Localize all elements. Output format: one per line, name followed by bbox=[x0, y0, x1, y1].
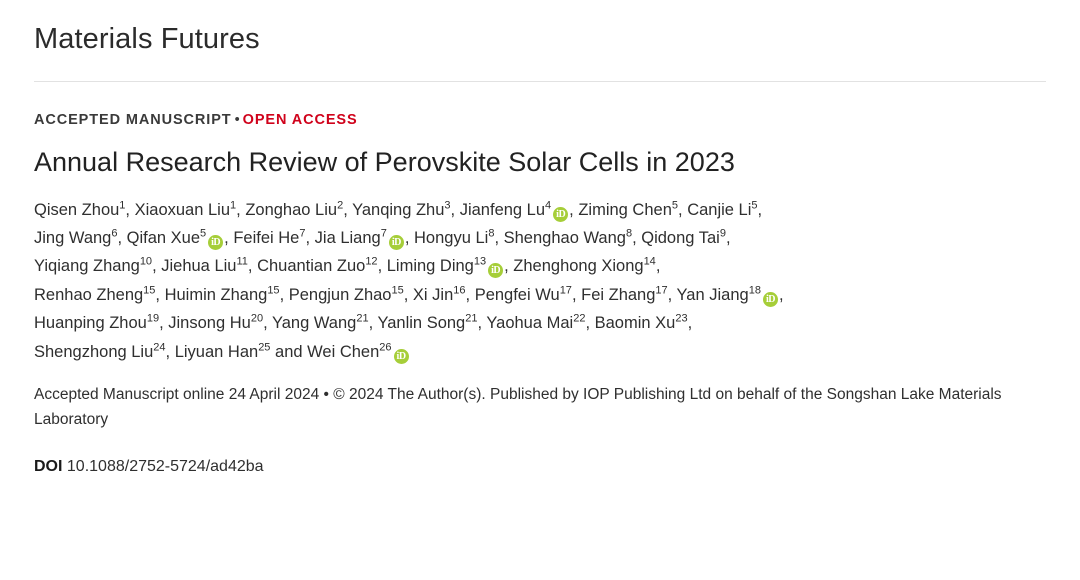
author-separator: , bbox=[632, 229, 642, 247]
author-separator: , bbox=[477, 314, 487, 333]
author-separator: , bbox=[155, 285, 165, 304]
status-badge-row bbox=[34, 112, 1046, 128]
author-name[interactable]: Jianfeng Lu bbox=[459, 200, 546, 219]
author-separator: , bbox=[165, 342, 175, 361]
author-name[interactable]: Yiqiang Zhang bbox=[34, 257, 140, 276]
author-name[interactable]: Huimin Zhang bbox=[164, 285, 268, 304]
author-line bbox=[34, 281, 1034, 309]
author-name[interactable]: Yanlin Song bbox=[377, 314, 466, 333]
author-separator: , bbox=[236, 200, 246, 219]
author-affiliation-marker: 21 bbox=[465, 312, 478, 325]
author-separator: , bbox=[263, 314, 272, 333]
author-affiliation-marker: 5 bbox=[671, 199, 679, 212]
author-separator: , bbox=[778, 285, 784, 304]
orcid-icon[interactable]: iD bbox=[394, 349, 409, 364]
doi-value[interactable]: 10.1088/2752-5724/ad42ba bbox=[66, 458, 264, 476]
author-separator: , bbox=[585, 314, 595, 333]
author-affiliation-marker: 8 bbox=[488, 227, 495, 240]
author-affiliation-marker: 17 bbox=[559, 284, 572, 297]
orcid-icon[interactable]: iD bbox=[763, 292, 778, 307]
author-name[interactable]: Huanping Zhou bbox=[34, 314, 147, 333]
author-list bbox=[34, 196, 1034, 366]
author-affiliation-marker: 9 bbox=[719, 227, 726, 240]
author-name[interactable]: Renhao Zheng bbox=[34, 285, 144, 304]
author-affiliation-marker: 8 bbox=[625, 227, 633, 240]
author-separator: , bbox=[117, 229, 127, 247]
author-affiliation-marker: 23 bbox=[675, 312, 688, 325]
author-separator: , bbox=[343, 200, 353, 219]
author-name[interactable]: Jinsong Hu bbox=[168, 314, 251, 333]
author-name[interactable]: Jia Liang bbox=[314, 229, 381, 247]
orcid-icon[interactable]: iD bbox=[488, 263, 503, 278]
author-name[interactable]: Yan Jiang bbox=[676, 285, 749, 304]
author-separator: , bbox=[404, 229, 415, 247]
author-separator: , bbox=[450, 200, 460, 219]
author-affiliation-marker: 7 bbox=[299, 227, 306, 240]
author-affiliation-marker: 12 bbox=[365, 255, 378, 268]
author-separator: , bbox=[159, 314, 169, 333]
author-affiliation-marker: 25 bbox=[258, 341, 271, 353]
author-name[interactable]: Liyuan Han bbox=[174, 342, 259, 361]
author-affiliation-marker: 19 bbox=[146, 312, 160, 325]
author-affiliation-marker: 2 bbox=[337, 199, 344, 212]
author-affiliation-marker: 4 bbox=[545, 199, 552, 212]
article-block bbox=[0, 82, 1080, 476]
author-name[interactable]: Liming Ding bbox=[386, 257, 474, 276]
author-name[interactable]: Pengfei Wu bbox=[474, 285, 560, 304]
author-name[interactable]: Yanqing Zhu bbox=[352, 200, 445, 219]
author-separator: , bbox=[152, 257, 162, 276]
author-name[interactable]: Shengzhong Liu bbox=[34, 342, 154, 361]
author-affiliation-marker: 7 bbox=[380, 227, 387, 240]
author-affiliation-marker: 26 bbox=[379, 341, 392, 353]
status-separator: • bbox=[234, 111, 240, 128]
author-affiliation-marker: 11 bbox=[236, 255, 248, 268]
author-separator: , bbox=[305, 229, 315, 247]
author-separator: , bbox=[667, 285, 677, 304]
author-affiliation-marker: 17 bbox=[655, 284, 668, 297]
author-affiliation-marker: 24 bbox=[153, 341, 166, 353]
author-affiliation-marker: 13 bbox=[473, 255, 487, 268]
doi-label: DOI bbox=[34, 458, 63, 476]
author-separator: , bbox=[655, 257, 661, 276]
author-name[interactable]: Yang Wang bbox=[271, 314, 357, 333]
author-name[interactable]: Shenghao Wang bbox=[503, 229, 626, 247]
accepted-manuscript-badge: ACCEPTED MANUSCRIPT bbox=[34, 111, 232, 128]
author-affiliation-marker: 10 bbox=[139, 255, 153, 268]
author-separator: , bbox=[687, 314, 693, 333]
author-affiliation-marker: 15 bbox=[143, 284, 156, 297]
journal-header bbox=[0, 0, 1080, 82]
author-separator: and bbox=[270, 342, 308, 361]
author-affiliation-marker: 14 bbox=[643, 255, 656, 268]
author-separator: , bbox=[247, 257, 258, 276]
author-name[interactable]: Qidong Tai bbox=[641, 229, 720, 247]
author-name[interactable]: Feifei He bbox=[233, 229, 300, 247]
author-separator: , bbox=[224, 229, 234, 247]
author-separator: , bbox=[465, 285, 475, 304]
author-affiliation-marker: 16 bbox=[453, 284, 466, 297]
author-separator: , bbox=[757, 200, 763, 219]
doi-line bbox=[34, 458, 1046, 476]
orcid-icon[interactable]: iD bbox=[208, 235, 223, 250]
author-separator: , bbox=[569, 200, 579, 219]
author-affiliation-marker: 20 bbox=[250, 312, 264, 325]
page-title[interactable]: Annual Research Review of Perovskite Solar Cells in 2023 bbox=[34, 146, 735, 177]
author-line bbox=[34, 338, 1034, 366]
open-access-badge: OPEN ACCESS bbox=[242, 111, 358, 128]
author-affiliation-marker: 1 bbox=[230, 199, 237, 212]
author-name[interactable]: Qisen Zhou bbox=[34, 200, 120, 219]
author-affiliation-marker: 15 bbox=[391, 284, 404, 297]
author-name[interactable]: Jing Wang bbox=[34, 229, 112, 247]
author-name[interactable]: Zonghao Liu bbox=[245, 200, 338, 219]
author-name[interactable]: Hongyu Li bbox=[414, 229, 489, 247]
author-name[interactable]: Baomin Xu bbox=[594, 314, 676, 333]
journal-title[interactable]: Materials Futures bbox=[34, 23, 260, 55]
author-affiliation-marker: 3 bbox=[444, 199, 451, 212]
author-line bbox=[34, 309, 1034, 337]
author-affiliation-marker: 5 bbox=[751, 199, 758, 212]
author-name[interactable]: Canjie Li bbox=[687, 200, 752, 219]
author-line bbox=[34, 196, 1034, 224]
orcid-icon[interactable]: iD bbox=[389, 235, 404, 250]
author-name[interactable]: Qifan Xue bbox=[126, 229, 201, 247]
author-separator: , bbox=[725, 229, 731, 247]
author-affiliation-marker: 1 bbox=[119, 199, 126, 212]
author-name[interactable]: Wei Chen bbox=[307, 342, 380, 361]
author-affiliation-marker: 5 bbox=[200, 227, 207, 240]
author-affiliation-marker: 21 bbox=[356, 312, 369, 325]
author-separator: , bbox=[125, 200, 135, 219]
author-separator: , bbox=[377, 257, 387, 276]
orcid-icon[interactable]: iD bbox=[553, 207, 568, 222]
author-affiliation-marker: 15 bbox=[267, 284, 280, 297]
author-name[interactable]: Xi Jin bbox=[412, 285, 454, 304]
author-line bbox=[34, 252, 1034, 280]
author-separator: , bbox=[678, 200, 688, 219]
author-separator: , bbox=[494, 229, 504, 247]
author-name[interactable]: Ziming Chen bbox=[578, 200, 672, 219]
author-separator: , bbox=[571, 285, 582, 304]
author-name[interactable]: Chuantian Zuo bbox=[257, 257, 366, 276]
author-line bbox=[34, 224, 1034, 252]
author-separator: , bbox=[368, 314, 378, 333]
publication-note: Accepted Manuscript online 24 April 2024 • © 2024 The Author(s). Published by IOP Publishing Ltd on behalf of the Songshan Lake Materials Laboratory bbox=[34, 385, 1002, 428]
author-separator: , bbox=[403, 285, 413, 304]
author-name[interactable]: Xiaoxuan Liu bbox=[134, 200, 231, 219]
author-name[interactable]: Jiehua Liu bbox=[161, 257, 237, 276]
author-name[interactable]: Zhenghong Xiong bbox=[513, 257, 644, 276]
author-affiliation-marker: 18 bbox=[748, 284, 761, 297]
author-separator: , bbox=[279, 285, 289, 304]
author-affiliation-marker: 6 bbox=[111, 227, 118, 240]
author-name[interactable]: Pengjun Zhao bbox=[288, 285, 392, 304]
author-name[interactable]: Fei Zhang bbox=[581, 285, 656, 304]
author-affiliation-marker: 22 bbox=[573, 312, 586, 325]
author-name[interactable]: Yaohua Mai bbox=[486, 314, 574, 333]
author-separator: , bbox=[504, 257, 514, 276]
